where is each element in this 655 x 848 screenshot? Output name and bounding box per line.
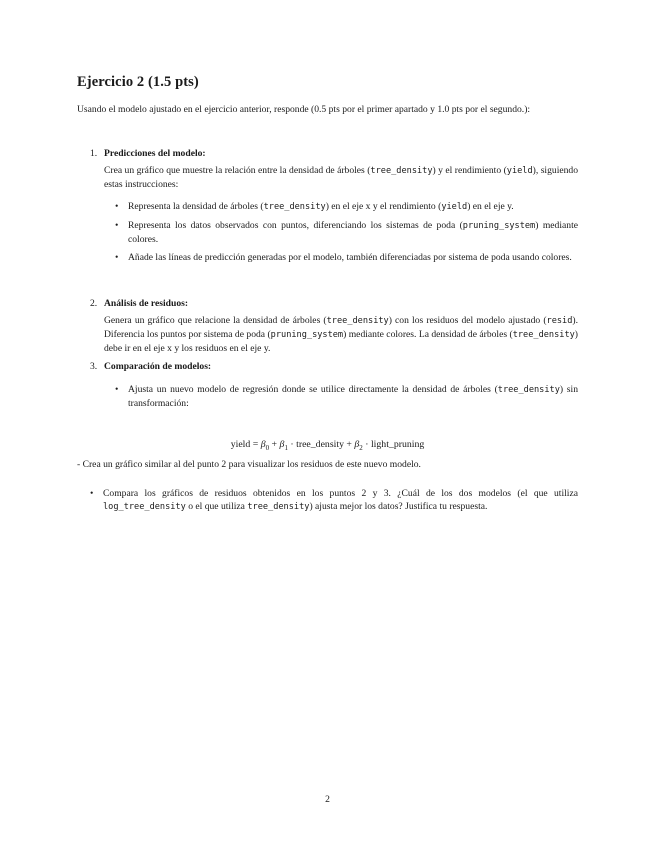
text-span: Compara los gráficos de residuos obtenidos en los puntos 2 y 3. ¿Cuál de los dos modelos (el que utiliza [103,488,578,499]
text-span: Representa la densidad de árboles ( [128,201,264,212]
code-span: log_tree_density [103,502,186,512]
list-item [115,200,578,214]
beta-symbol: β [260,439,266,450]
formula-text: yield = [230,439,261,450]
beta-symbol: β [279,439,285,450]
code-span: tree_density [263,202,326,212]
text-span: ), siguiendo estas instrucciones: [104,165,579,190]
formula-text: + [269,439,280,450]
item-3-bullet-list [115,383,578,410]
text-span: o el que utiliza [185,501,248,512]
beta-symbol: β [354,439,360,450]
text-span: ) y el rendimiento ( [432,165,507,176]
bullet-icon: • [115,201,119,212]
text-span: Crea un gráfico que muestre la relación entre la densidad de árboles ( [104,165,371,176]
list-item [90,487,578,514]
list-item [115,219,578,246]
item-number: 2. [90,298,98,309]
regression-formula [0,438,655,455]
text-span: ) debe ir en el eje x y los residuos en el eje y. [104,329,578,354]
code-span: resid [546,316,573,326]
code-span: tree_density [512,330,575,340]
code-span: tree_density [370,166,433,176]
text-span: ) en el eje y. [467,201,514,212]
code-span: yield [441,202,468,212]
code-span: tree_density [247,502,310,512]
code-span: tree_density [326,316,389,326]
bullet-icon: • [90,488,94,499]
text-span: ) con los residuos del modelo ajustado ( [388,315,547,326]
item-body [104,314,578,355]
item-heading: Predicciones del modelo: [104,148,206,159]
item-number: 1. [90,148,98,159]
item-1-bullet-list [115,200,578,264]
list-item [115,251,578,264]
item-body [104,164,578,191]
intro-paragraph: Usando el modelo ajustado en el ejercicio anterior, responde (0.5 pts por el primer apartado y 1.0 pts por el segundo.): [77,104,531,115]
subscript: 2 [359,443,363,452]
code-span: pruning_system [270,330,344,340]
text-span: Añade las líneas de predicción generadas por el modelo, también diferenciadas por sistema de poda usando colores. [128,252,572,263]
list-item [115,383,578,410]
code-span: tree_density [497,385,560,395]
bullet-icon: • [115,252,119,263]
text-span: ) sin transformación: [128,384,578,409]
page-number: 2 [325,794,330,805]
final-bullet-list [90,487,578,514]
formula-text: · tree_density + [287,439,355,450]
bullet-icon: • [115,384,119,395]
subscript: 0 [265,443,270,452]
code-span: yield [506,166,533,176]
text-span: ) en el eje x y el rendimiento ( [325,201,442,212]
text-span: ). Diferencia los puntos por sistema de poda ( [104,315,578,340]
item-number: 3. [90,361,98,372]
text-span: ) ajusta mejor los datos? Justifica tu respuesta. [309,501,488,512]
text-span: ) mediante colores. La densidad de árboles ( [343,329,513,340]
formula-text: · light_pruning [362,439,425,450]
exercise-title: Ejercicio 2 (1.5 pts) [77,74,199,90]
subscript: 1 [284,443,288,452]
dash-instruction: - Crea un gráfico similar al del punto 2 para visualizar los residuos de este nuevo modelo. [77,459,421,470]
text-span: Genera un gráfico que relacione la densidad de árboles ( [104,315,327,326]
text-span: ) mediante colores. [128,220,578,245]
item-heading: Comparación de modelos: [104,361,212,372]
text-span: Ajusta un nuevo modelo de regresión donde se utilice directamente la densidad de árboles ( [128,384,498,395]
code-span: pruning_system [462,221,536,231]
text-span: Representa los datos observados con puntos, diferenciando los sistemas de poda ( [128,220,463,231]
bullet-icon: • [115,220,119,231]
item-heading: Análisis de residuos: [104,298,189,309]
